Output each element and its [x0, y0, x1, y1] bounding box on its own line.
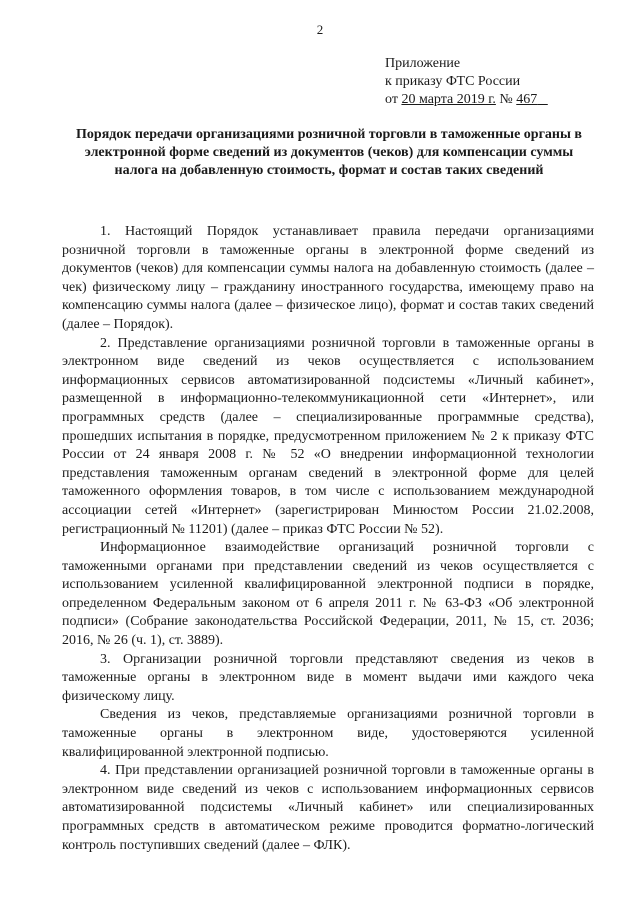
- paragraph: 3. Организации розничной торговли представляют сведения из чеков в таможенные органы в электронном виде в момент выдачи ими каждого чека физическому лицу.: [62, 651, 594, 704]
- paragraph: 2. Представление организациями розничной торговли в таможенные органы в электронном виде сведений из чеков осуществляется с использованием информационных сервисов автоматизированной подсистемы «Личный кабинет», размещенной в информационно-телекоммуникационной сети «Интернет», или программных средств (далее – специализированные программные средства), прошедших испытания в порядке, предусмотренном приложением № 2 к приказу ФТС России от 24 января 2008 г. № 52 «О внедрении информационной технологии представления таможенным органам сведений в электронной форме для целей таможенного оформления товаров, в том числе с использованием международной ассоциации сетей «Интернет» (зарегистрирован Минюстом России 21.02.2008, регистрационный № 11201) (далее – приказ ФТС России № 52).: [62, 335, 594, 537]
- paragraph: Сведения из чеков, представляемые организациями розничной торговли в таможенные органы в электронном виде, удостоверяются усиленной квалифицированной электронной подписью.: [62, 707, 594, 760]
- order-date: 20 марта 2019 г.: [401, 92, 496, 107]
- paragraph: 4. При представлении организацией розничной торговли в таможенные органы в электронном виде сведений из чеков с использованием информационных сервисов автоматизированной подсистемы «Личный кабинет» или специализированных программных средств в автоматическом режиме проводится форматно-логический контроль поступивших сведений (далее – ФЛК).: [62, 763, 594, 853]
- appendix-line-2: к приказу ФТС России: [385, 74, 521, 89]
- appendix-line-3: [385, 91, 548, 109]
- order-number: 467: [516, 92, 538, 107]
- document-title: Порядок передачи организациями розничной торговли в таможенные органы в электронной форме сведений из документов (чеков) для компенсации суммы налога на добавленную стоимость, формат и состав таких сведений: [76, 127, 582, 178]
- page-number: 2: [316, 22, 324, 37]
- paragraph: Информационное взаимодействие организаций розничной торговли с таможенными органами при представлении сведений из чеков осуществляется с использованием усиленной квалифицированной электронной подписи в порядке, определенном Федеральным законом от 6 апреля 2011 г. № 63-ФЗ «Об электронной подписи» (Собрание законодательства Российской Федерации, 2011, № 15, ст. 2036; 2016, № 26 (ч. 1), ст. 3889).: [62, 540, 594, 649]
- appendix-line-1: Приложение: [385, 56, 461, 71]
- order-number-label: №: [495, 92, 517, 107]
- paragraph: 1. Настоящий Порядок устанавливает правила передачи организациями розничной торговли в таможенные органы в электронной форме сведений из документов (чеков) для компенсации суммы налога на добавленную стоимость (далее – чек) физическому лицу – гражданину иностранного государства, имеющему право на компенсацию суммы налога (далее – физическое лицо), формат и состав таких сведений (далее – Порядок).: [62, 224, 594, 332]
- appendix-header: [385, 55, 548, 109]
- document-body: [62, 223, 594, 855]
- appendix-prefix: от: [385, 92, 402, 107]
